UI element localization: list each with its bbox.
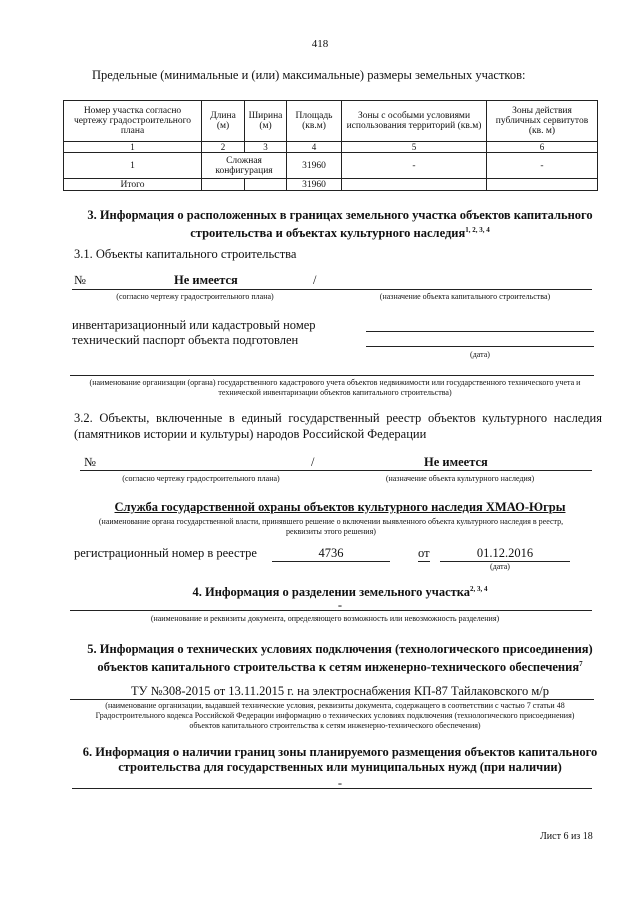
section5-caption: (наименование организации, выдавшей технические условия, реквизиты документа, содержащего в соответствии с частью 7 статьи 48 Градостроительного кодекса Российской Федерации информацию о технических условиях подключения (технологического присоединения) объектов капитального строительства к сетям инженерно-технического обеспечения) [95,701,575,730]
section5-line [70,699,594,700]
section32-value: Не имеется [424,455,488,469]
col-number: 2 [202,142,245,153]
header-special-zones: Зоны с особыми условиями использования территорий (кв.м) [342,101,487,142]
header-servitudes: Зоны действия публичных сервитутов (кв. м) [487,101,598,142]
section31-slash: / [313,273,317,287]
header-width: Ширина (м) [245,101,287,142]
org-line [70,375,594,376]
section32-title: 3.2. Объекты, включенные в единый государственный реестр объектов культурного наследия (памятников истории и культуры) народов Российской Федерации [74,411,602,441]
section5-value: ТУ №308-2015 от 13.11.2015 г. на электроснабжения КП-87 Тайлаковского м/р [131,684,549,698]
registry-date: 01.12.2016 [440,546,570,562]
org-caption: (наименование организации (органа) государственного кадастрового учета объектов недвижимости или государственного технического учета и технической инвентаризации объектов капитального строительства) [89,378,581,397]
header-length: Длина (м) [202,101,245,142]
section32-caption-right: (назначение объекта культурного наследия) [385,474,535,483]
col-number: 5 [342,142,487,153]
registry-from-label: от [418,546,430,560]
section4-title: 4. Информация о разделении земельного участка$^{2, 3, 4}$ [192,585,488,600]
section32-line [80,470,592,471]
col-number: 1 [64,142,202,153]
table-number-row [64,142,598,153]
section4-line [70,610,592,611]
section32-slash: / [311,455,315,469]
table-heading: Предельные (минимальные и (или) максимальные) размеры земельных участков: [92,68,526,82]
section31-title: 3.1. Объекты капитального строительства [74,247,297,261]
tech-passport-date-caption: (дата) [470,350,490,359]
cell-servitudes: - [487,153,598,179]
heritage-authority: Служба государственной охраны объектов культурного наследия ХМАО-Югры [114,500,566,514]
table-header-row [64,101,598,142]
section4-caption: (наименование и реквизиты документа, определяющего возможность или невозможность разделения) [150,614,500,623]
section31-line [72,289,592,290]
section32-no-label: № [84,455,96,469]
inventory-number-line [366,331,594,332]
section5-title: 5. Информация о технических условиях подключения (технологического присоединения) объектов капитального строительства к сетям инженерно-технического обеспечения$^7$ [87,642,593,675]
section31-caption-right: (назначение объекта капитального строительства) [379,292,551,301]
table-total-row [64,179,598,191]
sheet-counter: Лист 6 из 18 [540,831,593,842]
section4-value: - [337,598,343,612]
cell-special-zones: - [342,153,487,179]
cell-total-area: 31960 [287,179,342,191]
section5-title-sup: 7 [579,660,583,668]
section4-title-sup: 2, 3, 4 [470,585,488,593]
header-area: Площадь (кв.м) [287,101,342,142]
table-row [64,153,598,179]
section31-caption-left: (согласно чертежу градостроительного плана) [116,292,274,301]
col-number: 4 [287,142,342,153]
section31-value: Не имеется [174,273,238,287]
registry-number: 4736 [272,546,390,562]
page-number: 418 [311,38,329,50]
cell-plot-number: 1 [64,153,202,179]
cell-configuration: Сложная конфигурация [202,153,287,179]
heritage-authority-caption: (наименование органа государственной власти, принявшего решение о включении выявленного объекта культурного наследия в реестр, реквизиты этого решения) [98,517,564,536]
section32-caption-left: (согласно чертежу градостроительного плана) [122,474,280,483]
section6-title: 6. Информация о наличии границ зоны планируемого размещения объектов капитального строительства для государственных или муниципальных нужд (при наличии) [82,745,598,774]
cell-total-label: Итого [64,179,202,191]
tech-passport-label: технический паспорт объекта подготовлен [72,333,299,347]
registry-date-caption: (дата) [490,562,510,571]
col-number: 3 [245,142,287,153]
section31-no-label: № [74,273,86,287]
section3-title: 3. Информация о расположенных в границах земельного участка объектов капитального строительства и объектах культурного наследия$^{1, 2, 3, 4}$ [87,208,593,241]
section3-title-sup: 1, 2, 3, 4 [465,226,490,234]
header-plot-number: Номер участка согласно чертежу градостроительного плана [64,101,202,142]
section6-value: - [337,776,343,790]
section6-line [72,788,592,789]
registry-number-label: регистрационный номер в реестре [74,546,257,560]
col-number: 6 [487,142,598,153]
cell-area: 31960 [287,153,342,179]
inventory-number-label: инвентаризационный или кадастровый номер [72,318,316,332]
tech-passport-line [366,346,594,347]
plot-size-table [63,100,598,191]
